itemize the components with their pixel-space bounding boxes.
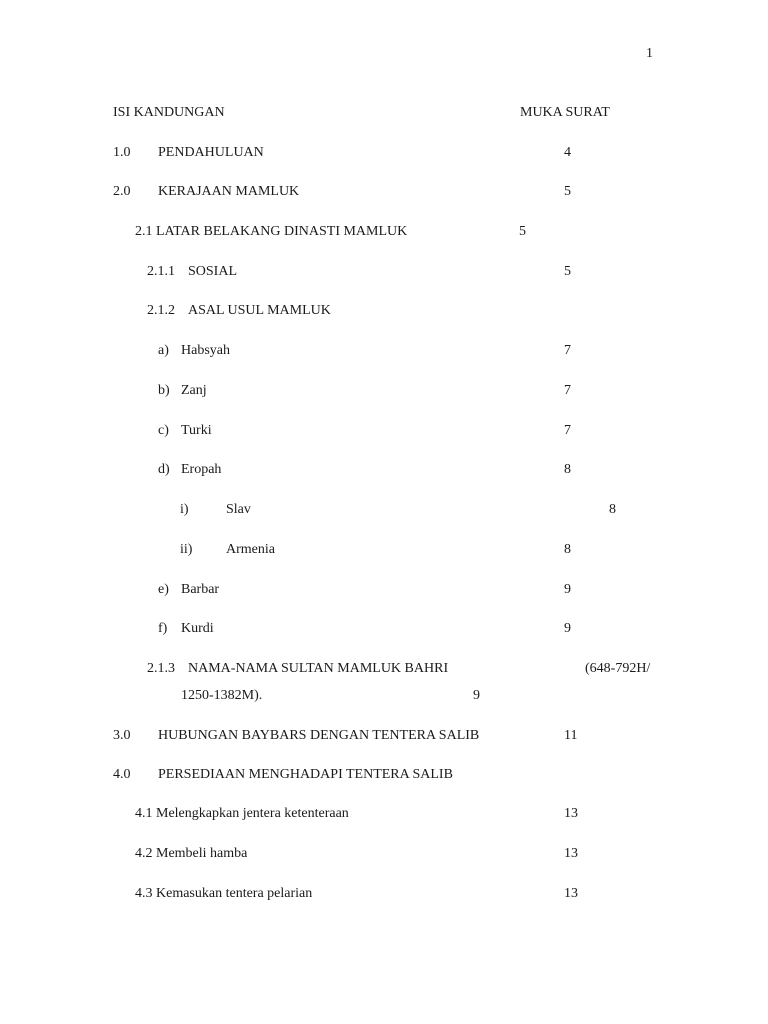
toc-entry-number: e) [158,582,169,597]
toc-entry-number: 2.1.3 [147,661,175,676]
toc-entry-number: 3.0 [113,728,131,743]
toc-entry-page: 9 [564,582,571,597]
toc-entry-page: 7 [564,343,571,358]
toc-entry-text: Habsyah [181,343,230,358]
toc-entry-number: b) [158,383,170,398]
toc-entry-text-continuation: 1250-1382M). [181,688,263,703]
toc-entry-text: PERSEDIAAN MENGHADAPI TENTERA SALIB [158,767,453,782]
toc-entry-number: i) [180,502,189,517]
toc-entry-page: 8 [564,542,571,557]
toc-entry-text: 2.1 LATAR BELAKANG DINASTI MAMLUK [135,224,408,239]
toc-entry-page: 7 [564,383,571,398]
page-number: 1 [646,46,653,61]
toc-entry-page: 5 [564,184,571,199]
toc-entry-number: 2.0 [113,184,131,199]
toc-entry-page: 13 [564,846,578,861]
toc-entry-text: 4.3 Kemasukan tentera pelarian [135,886,313,901]
toc-entry-text: PENDAHULUAN [158,145,264,160]
toc-title: ISI KANDUNGAN [113,105,225,120]
toc-entry-text: Turki [181,423,212,438]
toc-entry-page: 11 [564,728,578,743]
toc-entry-text: Eropah [181,462,222,477]
toc-entry-page: 8 [609,502,616,517]
toc-entry-text: Slav [226,502,251,517]
toc-entry-text: HUBUNGAN BAYBARS DENGAN TENTERA SALIB [158,728,480,743]
toc-entry-number: 1.0 [113,145,131,160]
toc-entry-page: 5 [519,224,526,239]
toc-entry-text: SOSIAL [188,264,238,279]
toc-entry-text-extra: (648-792H/ [585,661,651,676]
toc-entry-number: 2.1.2 [147,303,175,318]
toc-entry-page: 13 [564,886,578,901]
toc-entry-page: 8 [564,462,571,477]
toc-entry-page: 4 [564,145,571,160]
toc-entry-text: Armenia [226,542,275,557]
toc-entry-page: 9 [473,688,480,703]
toc-entry-text: 4.2 Membeli hamba [135,846,248,861]
page-column-heading: MUKA SURAT [520,105,610,120]
toc-entry-number: ii) [180,542,193,557]
toc-entry-number: c) [158,423,169,438]
toc-entry-page: 7 [564,423,571,438]
toc-entry-number: 2.1.1 [147,264,175,279]
toc-entry-number: 4.0 [113,767,131,782]
toc-entry-number: a) [158,343,169,358]
toc-entry-text: Kurdi [181,621,214,636]
toc-entry-text: KERAJAAN MAMLUK [158,184,300,199]
toc-entry-page: 13 [564,806,578,821]
toc-entry-text: ASAL USUL MAMLUK [188,303,331,318]
toc-entry-page: 9 [564,621,571,636]
toc-entry-text: NAMA-NAMA SULTAN MAMLUK BAHRI [188,661,449,676]
toc-entry-page: 5 [564,264,571,279]
toc-entry-number: d) [158,462,170,477]
toc-entry-text: Zanj [181,383,207,398]
toc-entry-text: Barbar [181,582,220,597]
toc-entry-text: 4.1 Melengkapkan jentera ketenteraan [135,806,349,821]
toc-entry-number: f) [158,621,168,636]
